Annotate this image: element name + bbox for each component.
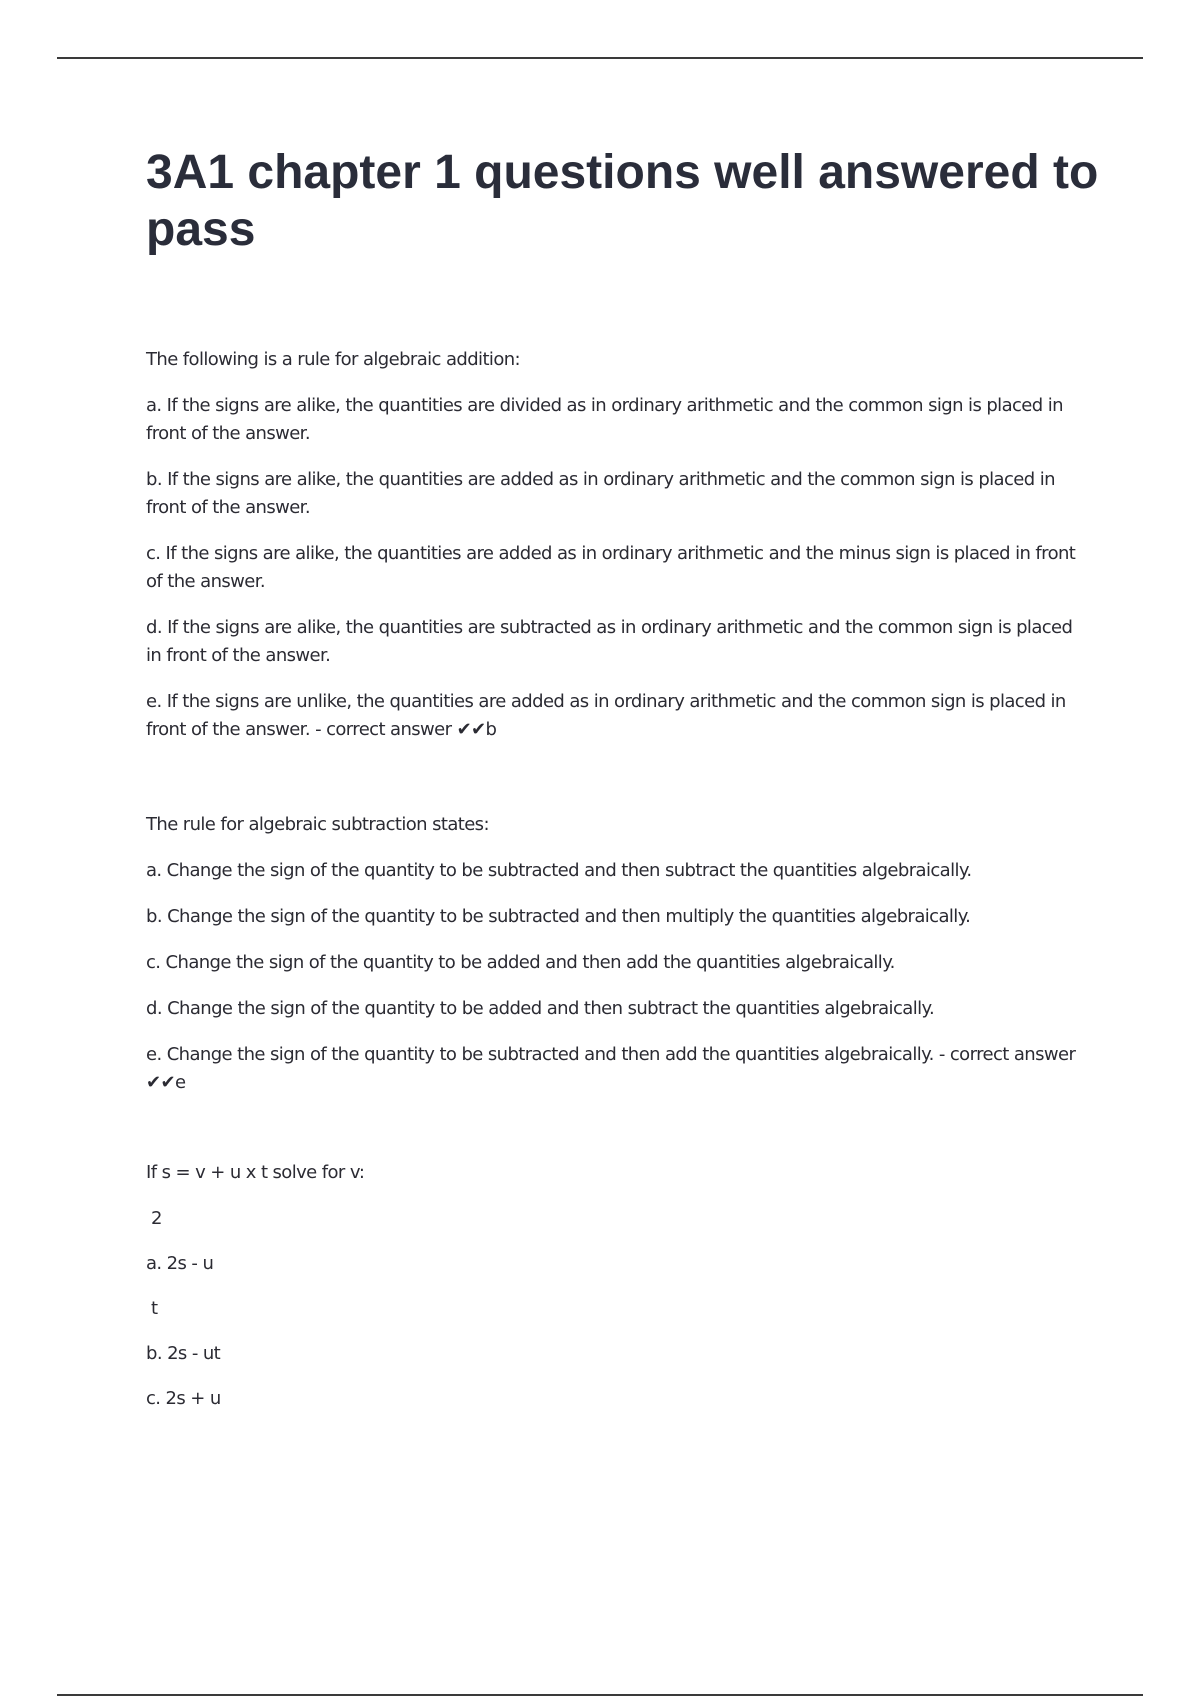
document-title: 3A1 chapter 1 questions well answered to pass [146,146,1099,256]
answer-option-b: b. If the signs are alike, the quantities are added as in ordinary arithmetic and the common sign is placed in front of the answer. [146,469,1055,518]
answer-option-c: c. If the signs are alike, the quantities are added as in ordinary arithmetic and the minus sign is placed in front of the answer. [146,543,1076,592]
bottom-rule [57,1694,1143,1696]
question-3 [146,1159,1086,1430]
fraction-numerator-line: 2 [151,1208,162,1229]
answer-option-b: b. 2s - ut [146,1343,221,1364]
answer-option-e: e. If the signs are unlike, the quantities are added as in ordinary arithmetic and the common sign is placed in front of the answer. - correct answer ✔✔b [146,691,1066,740]
answer-option-c: c. Change the sign of the quantity to be added and then add the quantities algebraically. [146,952,895,973]
answer-option-a: a. If the signs are alike, the quantities are divided as in ordinary arithmetic and the common sign is placed in front of the answer. [146,395,1063,444]
answer-option-b: b. Change the sign of the quantity to be subtracted and then multiply the quantities algebraically. [146,906,971,927]
answer-option-a: a. 2s - u [146,1253,214,1274]
question-1 [146,346,1086,762]
answer-option-a: a. Change the sign of the quantity to be subtracted and then subtract the quantities algebraically. [146,860,972,881]
answer-option-e: e. Change the sign of the quantity to be subtracted and then add the quantities algebraically. - correct answer ✔✔e [146,1044,1076,1093]
top-rule [57,57,1143,59]
answer-option-c: c. 2s + u [146,1388,221,1409]
fraction-denominator-line: t [151,1298,158,1319]
question-2 [146,811,1086,1115]
question-prompt: The following is a rule for algebraic addition: [146,349,521,370]
question-prompt: If s = v + u x t solve for v: [146,1162,365,1183]
question-prompt: The rule for algebraic subtraction states: [146,814,489,835]
answer-option-d: d. Change the sign of the quantity to be added and then subtract the quantities algebraically. [146,998,935,1019]
answer-option-d: d. If the signs are alike, the quantities are subtracted as in ordinary arithmetic and the common sign is placed in front of the answer. [146,617,1073,666]
